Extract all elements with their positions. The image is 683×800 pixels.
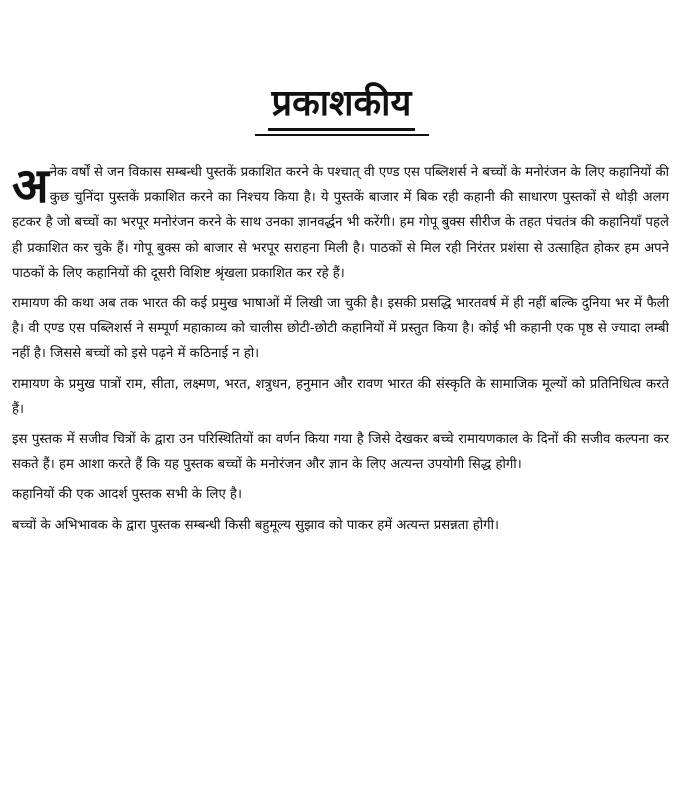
- paragraph-5: कहानियों की एक आदर्श पुस्तक सभी के लिए है।: [12, 487, 242, 503]
- paragraph-1: [12, 160, 669, 286]
- document-body: [6, 160, 677, 538]
- title-underline: [255, 134, 429, 136]
- title-block: [0, 83, 683, 136]
- paragraph-1-text: नेक वर्षों से जन विकास सम्बन्धी पुस्तकें प्रकाशित करने के पश्चात् वी एण्ड एस पब्लिशर्स ने बच्चों के मनोरंजन के लिए कहानियों की कुछ चुनिंदा पुस्तकें प्रकाशित करने का निश्चय किया है। ये पुस्तकें बाजार में बिक रही कहानी की साधारण पुस्तकों से थोड़ी अलग हटकर है जो बच्चों का भरपूर मनोरंजन करने के साथ उनका ज्ञानवर्द्धन भी करेंगी। हम गोपू बुक्स सीरीज के तहत पंचतंत्र की कहानियाँ पहले ही प्रकाशित कर चुके हैं। गोपू बुक्स को बाजार से भरपूर सराहना मिली है। पाठकों से मिल रही निरंतर प्रशंसा से उत्साहित होकर हम अपने पाठकों के लिए कहानियों की दूसरी विशिष्ट श्रृंखला प्रकाशित कर रहे हैं।: [12, 165, 669, 281]
- paragraph-6: बच्चों के अभिभावक के द्वारा पुस्तक सम्बन्धी किसी बहुमूल्य सुझाव को पाकर हमें अत्यन्त प्रसन्नता होगी।: [12, 517, 500, 533]
- paragraph-4: इस पुस्तक में सजीव चित्रों के द्वारा उन परिस्थितियों का वर्णन किया गया है जिसे देखकर बच्चे रामायणकाल के दिनों की सजीव कल्पना कर सकते हैं। हम आशा करते हैं कि यह पुस्तक बच्चों के मनोरंजन और ज्ञान के लिए अत्यन्त उपयोगी सिद्ध होगी।: [12, 432, 669, 473]
- paragraph-3: रामायण के प्रमुख पात्रों राम, सीता, लक्ष्मण, भरत, शत्रुधन, हनुमान और रावण भारत की संस्कृति के सामाजिक मूल्यों को प्रतिनिधित्व करते हैं।: [12, 376, 669, 417]
- paragraph-2: रामायण की कथा अब तक भारत की कई प्रमुख भाषाओं में लिखी जा चुकी है। इसकी प्रसद्धि भारतवर्ष में ही नहीं बल्कि दुनिया भर में फैली है। वी एण्ड एस पब्लिशर्स ने सम्पूर्ण महाकाव्य को चालीस छोटी-छोटी कहानियों में प्रस्तुत किया है। कोई भी कहानी एक पृष्ठ से ज्यादा लम्बी नहीं है। जिससे बच्चों को इसे पढ़ने में कठिनाई न हो।: [12, 296, 669, 362]
- page-title: प्रकाशकीय: [268, 86, 416, 131]
- drop-cap: अ: [12, 158, 49, 214]
